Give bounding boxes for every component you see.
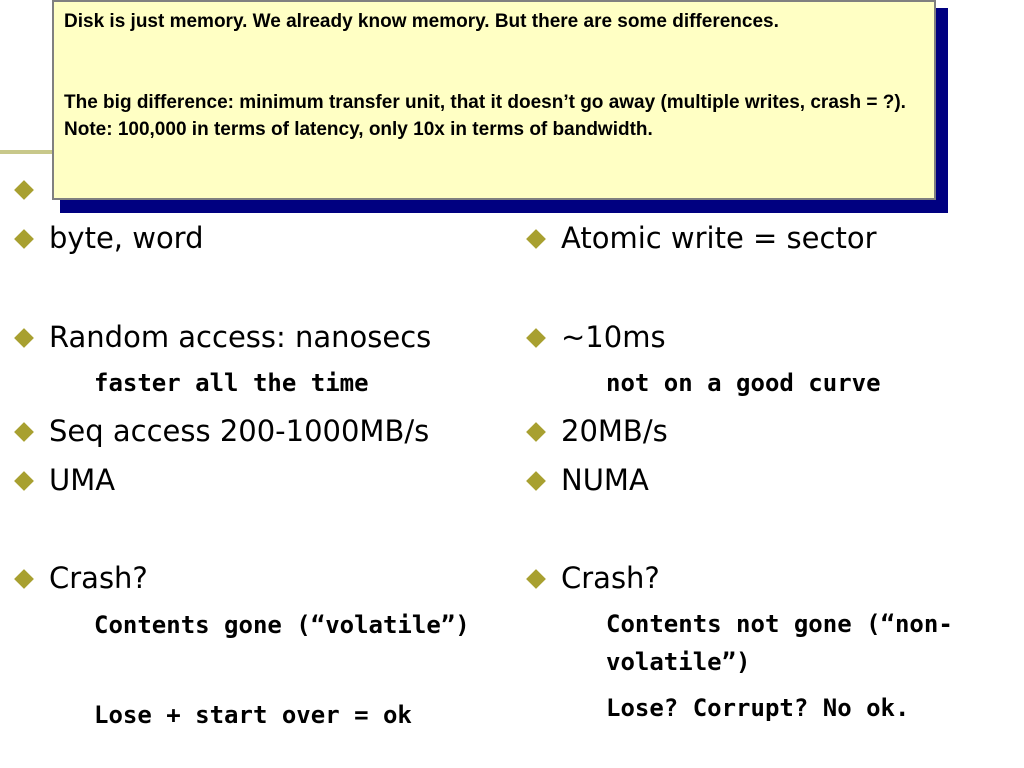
bullet-diamond-icon	[526, 471, 546, 491]
note-line-1: Disk is just memory. We already know memory. But there are some differences.	[64, 11, 779, 32]
right-bullet-4: NUMA	[561, 463, 649, 497]
right-bullet-3: 20MB/s	[561, 414, 668, 448]
bullet-diamond-icon	[14, 422, 34, 442]
left-bullet-5-sub-2: Lose + start over = ok	[94, 701, 412, 729]
bullet-diamond-icon	[14, 180, 34, 200]
note-line-2: The big difference: minimum transfer unit, that it doesn’t go away (multiple writes, crash = ?). Note: 100,000 in terms of latency, only 10x in terms of bandwidth.	[64, 92, 906, 140]
right-bullet-5-sub-1b: volatile”)	[606, 648, 751, 676]
bullet-diamond-icon	[14, 569, 34, 589]
bullet-diamond-icon	[14, 229, 34, 249]
bullet-diamond-icon	[526, 328, 546, 348]
left-bullet-5: Crash?	[49, 561, 148, 595]
left-bullet-4: UMA	[49, 463, 116, 497]
right-bullet-5-sub-2: Lose? Corrupt? No ok.	[606, 694, 910, 722]
speaker-note-box	[52, 0, 936, 200]
bullet-diamond-icon	[14, 328, 34, 348]
bullet-diamond-icon	[526, 569, 546, 589]
right-bullet-1: Atomic write = sector	[561, 221, 877, 255]
left-bullet-3: Seq access 200-1000MB/s	[49, 414, 430, 448]
right-bullet-2-sub: not on a good curve	[606, 369, 881, 397]
bullet-diamond-icon	[526, 229, 546, 249]
right-bullet-5: Crash?	[561, 561, 660, 595]
right-bullet-2: ~10ms	[561, 320, 666, 354]
right-bullet-5-sub-1a: Contents not gone (“non-	[606, 610, 953, 638]
left-bullet-2: Random access: nanosecs	[49, 320, 432, 354]
left-bullet-2-sub: faster all the time	[94, 369, 369, 397]
left-bullet-5-sub-1: Contents gone (“volatile”)	[94, 611, 470, 639]
bullet-diamond-icon	[526, 422, 546, 442]
left-bullet-1: byte, word	[49, 221, 204, 255]
bullet-diamond-icon	[14, 471, 34, 491]
